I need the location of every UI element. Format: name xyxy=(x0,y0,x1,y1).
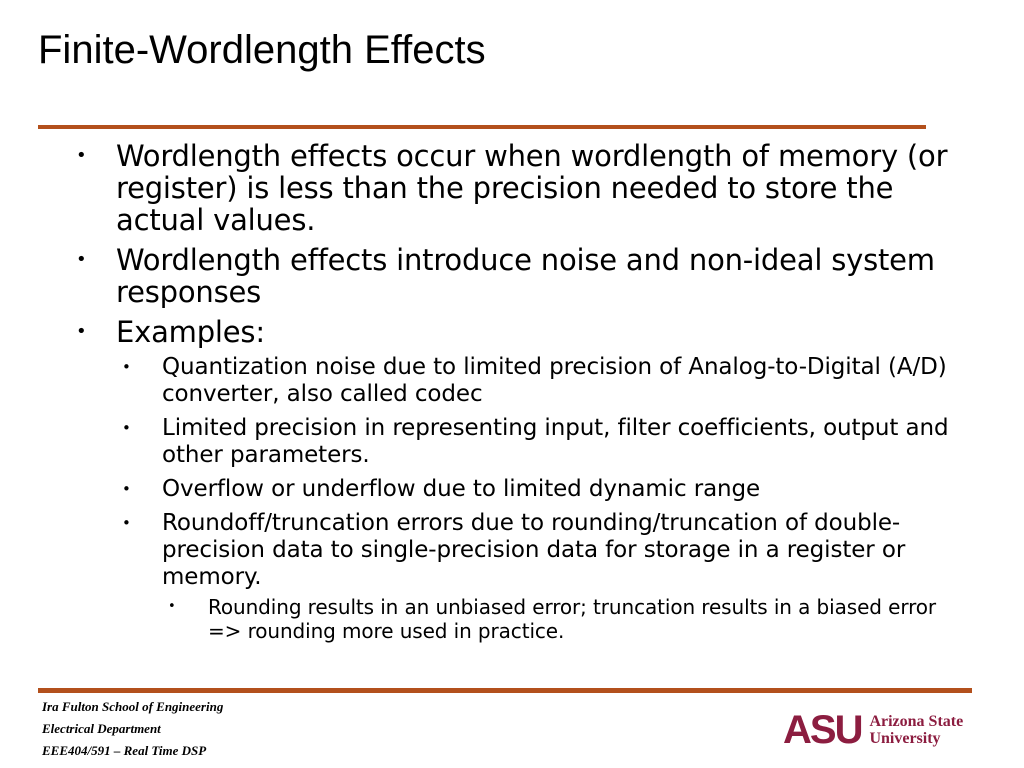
bullet-text: Examples: xyxy=(116,315,265,349)
title-divider xyxy=(38,125,926,129)
footer-divider xyxy=(38,688,972,693)
footer-school: Ira Fulton School of Engineering xyxy=(42,699,224,714)
sub-sub-bullet-item: • Rounding results in an unbiased error; truncation results in a biased error => rounding more used in practice. xyxy=(168,595,956,643)
bullet-item xyxy=(76,316,956,643)
footer-course: EEE404/591 – Real Time DSP xyxy=(42,743,207,758)
asu-logo xyxy=(783,707,963,753)
asu-logo-name-line2: University xyxy=(869,730,941,747)
sub-bullet-item: • Limited precision in representing input, filter coefficients, output and other parameters. xyxy=(122,415,956,469)
sub-sub-bullet-list xyxy=(162,595,956,643)
asu-logo-name xyxy=(869,713,963,747)
bullet-item: • Wordlength effects occur when wordlength of memory (or register) is less than the precision needed to store the actual values. xyxy=(76,140,956,236)
sub-bullet-text: Roundoff/truncation errors due to rounding/truncation of double-precision data to single-precision data for storage in a register or memory. xyxy=(162,510,906,590)
footer-department: Electrical Department xyxy=(42,721,161,736)
sub-bullet-item xyxy=(122,510,956,643)
slide-title: Finite-Wordlength Effects xyxy=(38,28,486,72)
bullet-list xyxy=(76,140,956,643)
sub-bullet-item: • Quantization noise due to limited precision of Analog-to-Digital (A/D) converter, also called codec xyxy=(122,354,956,408)
sub-bullet-list xyxy=(116,354,956,643)
sub-bullet-item: • Overflow or underflow due to limited dynamic range xyxy=(122,476,956,503)
asu-logo-name-line1: Arizona State xyxy=(869,713,964,730)
slide-body xyxy=(76,140,956,651)
asu-logo-mark: ASU xyxy=(783,708,862,752)
footer xyxy=(42,696,223,762)
bullet-item: • Wordlength effects introduce noise and non-ideal system responses xyxy=(76,244,956,308)
